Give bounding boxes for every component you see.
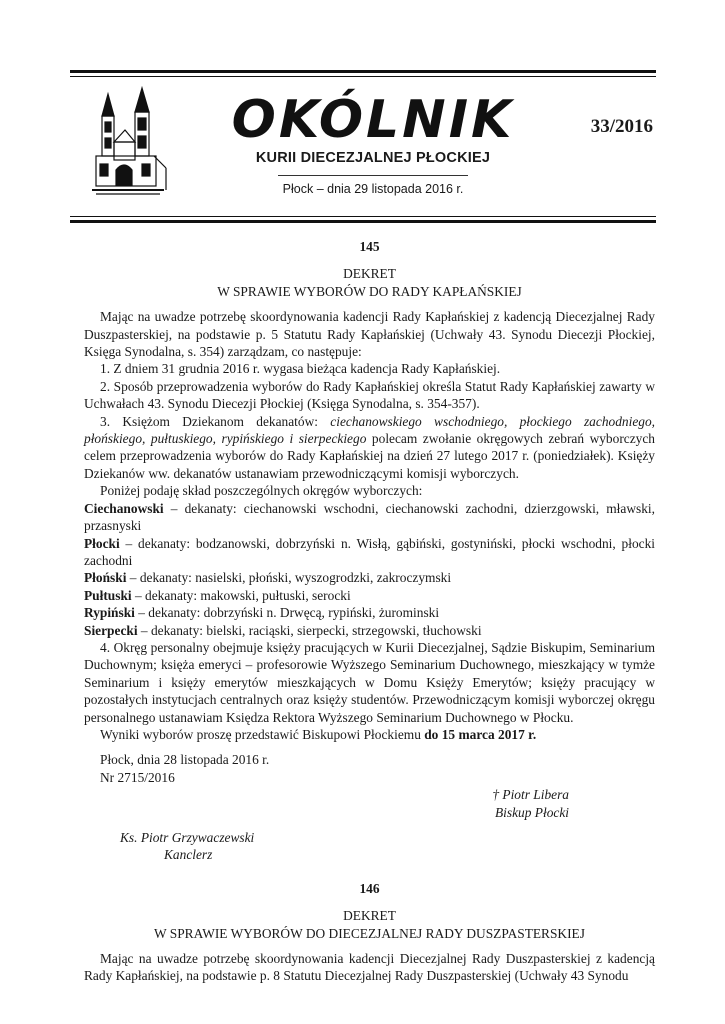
district-name: Płoński (84, 570, 127, 586)
decree-title-line1: DEKRET (343, 908, 396, 924)
decree-deadline (84, 726, 655, 743)
point-3-rest: polecam zwołanie okręgowych zebrań wyborczych celem przeprowadzenia wyborów do Rady Kapłańskiej na dzień 27 lutego 2017 r. (poniedziałek). Księży Dziekanów ww. dekanatów ustanawiam przewodniczącymi komisji wyborczych. (84, 431, 656, 481)
district-deaneries: – dekanaty: bielski, raciąski, sierpecki, strzegowski, tłuchowski (137, 622, 482, 638)
district-deaneries: – dekanaty: nasielski, płoński, wyszogrodzki, zakroczymski (126, 570, 452, 586)
document-body (84, 238, 655, 985)
decree-number: 145 (359, 239, 380, 254)
district-item (84, 622, 655, 639)
district-deaneries: – dekanaty: bodzanowski, dobrzyński n. Wisłą, gąbiński, gostyniński, płocki wschodni, płocki zachodni (84, 535, 655, 568)
district-deaneries: – dekanaty: makowski, pułtuski, serocki (131, 587, 351, 603)
cathedral-icon (92, 86, 168, 198)
decree-title-line2: W SPRAWIE WYBORÓW DO RADY KAPŁAŃSKIEJ (217, 283, 522, 299)
header-rule-top-thin (70, 76, 656, 77)
decree-title (84, 907, 655, 942)
reference-number: Nr 2715/2016 (100, 769, 175, 785)
district-item (84, 535, 655, 570)
decree-point-4: 4. Okręg personalny obejmuje księży pracujących w Kurii Diecezjalnej, Sądzie Biskupim, Seminarium Duchownym; księża emeryci – profesorowie Wyższego Seminarium Duchownego, mieszkający w tymże Seminarium i księży emerytów mieszkających w Domu Księży Emerytów; księży pracujący w pozostałych instytucjach centralnych oraz księży studentów. Przewodniczącym komisji wyborczej okręgu personalnego ustanawiam Księdza Rektora Wyższego Seminarium Duchownego w Płocku. (84, 639, 655, 725)
deadline-date: do 15 marca 2017 r. (424, 726, 537, 742)
district-name: Płocki (84, 535, 120, 551)
header-rule-bottom-thin (70, 216, 656, 217)
publication-title: OKÓLNIK (231, 90, 515, 150)
publication-date: Płock – dnia 29 listopada 2016 r. (282, 182, 464, 196)
bishop-signature-role: Biskup Płocki (495, 804, 569, 820)
issue-number: 33/2016 (590, 116, 653, 137)
decree-point-1: 1. Z dniem 31 grudnia 2016 r. wygasa bieżąca kadencja Rady Kapłańskiej. (100, 361, 501, 377)
decree-title (84, 265, 655, 300)
district-item (84, 569, 655, 586)
masthead-separator (278, 175, 468, 176)
decree-intro: Mając na uwadze potrzebę skoordynowania kadencji Diecezjalnej Rady Duszpasterskiej z kadencją Rady Kapłańskiej, na podstawie p. 8 Statutu Diecezjalnej Rady Duszpasterskiej (Uchwały 43 Synodu (84, 951, 655, 984)
publication-subtitle: KURII DIECEZJALNEJ PŁOCKIEJ (255, 150, 491, 166)
district-name: Sierpecki (84, 622, 138, 638)
district-item (84, 604, 655, 621)
deadline-lead: Wyniki wyborów proszę przedstawić Biskupowi Płockiemu (100, 726, 425, 742)
district-name: Pułtuski (84, 587, 132, 603)
district-deaneries: – dekanaty: dobrzyński n. Drwęcą, rypiński, żurominski (134, 605, 440, 621)
decree-point-2: 2. Sposób przeprowadzenia wyborów do Rady Kapłańskiej określa Statut Rady Kapłańskiej zawarty w Uchwałach 43. Synodu Diecezji Płockiej (Księga Synodalna, s. 354-357). (84, 378, 655, 412)
decree-point-3 (84, 413, 655, 483)
districts-intro: Poniżej podaję skład poszczególnych okręgów wyborczych: (100, 483, 423, 499)
district-name: Rypiński (84, 605, 135, 621)
decree-intro: Mając na uwadze potrzebę skoordynowania kadencji Rady Kapłańskiej z kadencją Diecezjalnej Rady Duszpasterskiej, na podstawie p. 5 Statutu Rady Kapłańskiej (Uchwały 43. Synodu Diecezji Płockiej, Księga Synodalna, s. 354) zarządzam, co następuje: (84, 309, 655, 360)
masthead (228, 92, 518, 196)
place-date: Płock, dnia 28 listopada 2016 r. (100, 752, 270, 768)
header-rule-bottom-thick (70, 220, 656, 223)
district-item (84, 500, 655, 535)
bishop-signature-name: † Piotr Libera (492, 787, 569, 803)
decree-title-line2: W SPRAWIE WYBORÓW DO DIECEZJALNEJ RADY DUSZPASTERSKIEJ (154, 925, 585, 941)
point-3-deaneries: ciechanowskiego wschodniego, płockiego zachodniego, płońskiego, pułtuskiego, rypińskiego i sierpeckiego (84, 413, 655, 447)
district-deaneries: – dekanaty: ciechanowski wschodni, ciechanowski zachodni, dzierzgowski, mławski, przasnyski (84, 500, 655, 534)
district-item (84, 587, 655, 604)
chancellor-role: Kanclerz (164, 847, 213, 863)
decree-title-line1: DEKRET (343, 266, 396, 282)
decree-number: 146 (359, 880, 380, 896)
district-name: Ciechanowski (84, 500, 164, 516)
header-rule-top-thick (70, 70, 656, 73)
chancellor-name: Ks. Piotr Grzywaczewski (120, 830, 255, 845)
point-3-lead: 3. Księżom Dziekanom dekanatów: (100, 413, 331, 429)
